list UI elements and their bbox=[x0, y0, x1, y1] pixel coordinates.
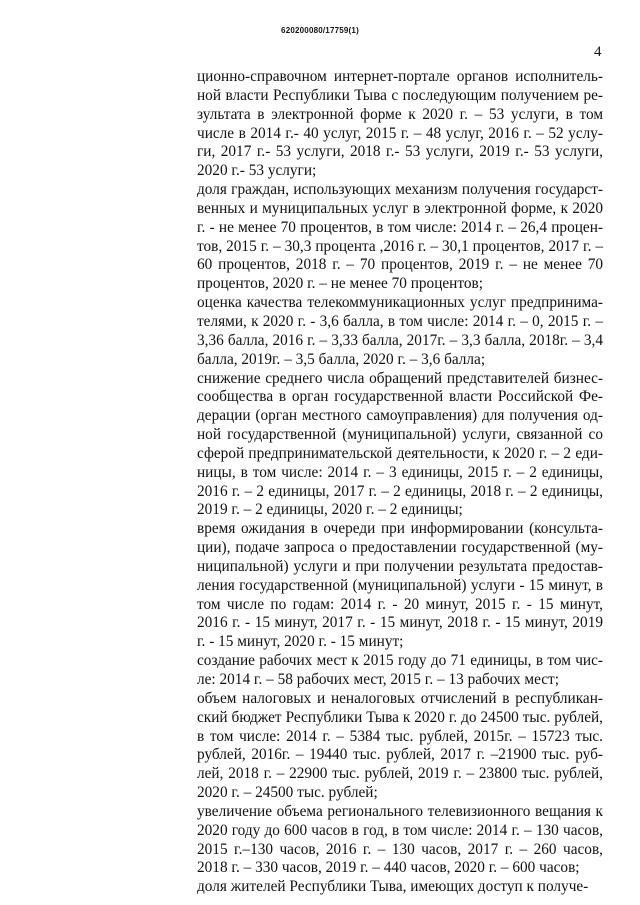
paragraph-citizens-share: доля граждан, использующих механизм получения государст-венных и муниципальных услуг в электронной форме, к 2020 г. - не менее 70 процентов, в том числе: 2014 г. – 26,4 процен-тов, 2015 г. – 30,3 процента ,2016 г. – 30,1 процентов, 2017 г. – 60 процентов, 2018 г. – 70 процентов, 2019 г. – не менее 70 процентов, 2020 г. – не менее 70 процентов; bbox=[197, 181, 603, 293]
paragraph-tax-revenue: объем налоговых и неналоговых отчислений в республикан-ский бюджет Республики Тыва к 2020 г. до 24500 тыс. рублей, в том числе: 2014 г. – 5384 тыс. рублей, 2015г. – 15723 тыс. рублей, 2016г. – 19440 тыс. рублей, 2017 г. –21900 тыс. руб-лей, 2018 г. – 22900 тыс. рублей, 2019 г. – 23800 тыс. рублей, 2020 г. – 24500 тыс. рублей; bbox=[197, 689, 603, 802]
paragraph-jobs: создание рабочих мест к 2015 году до 71 единицы, в том чис-ле: 2014 г. – 58 рабочих мест, 2015 г. – 13 рабочих мест; bbox=[197, 652, 603, 688]
paragraph-residents-access: доля жителей Республики Тыва, имеющих доступ к получе- bbox=[197, 878, 589, 896]
body-text bbox=[197, 68, 603, 897]
paragraph-services-online: ционно-справочном интернет-портале органов исполнитель-ной власти Республики Тыва с последующим получением ре-зультата в электронной форме к 2020 г. – 53 услуги, в том числе в 2014 г.- 40 услуг, 2015 г. – 48 услуг, 2016 г. – 52 услу-ги, 2017 г.- 53 услуги, 2018 г.- 53 услуги, 2019 г.- 53 услуги, 2020 г.- 53 услуги; bbox=[197, 68, 603, 180]
paragraph-telecom-quality: оценка качества телекоммуникационных услуг предпринима-телями, к 2020 г. - 3,6 балла, в том числе: 2014 г. – 0, 2015 г. – 3,36 балла, 2016 г. – 3,33 балла, 2017г. – 3,3 балла, 2018г. – 3,4 балла, 2019г. – 3,5 балла, 2020 г. – 3,6 балла; bbox=[197, 294, 603, 368]
document-id: 620200080/17759(1) bbox=[281, 26, 359, 35]
paragraph-business-requests: снижение среднего числа обращений представителей бизнес-сообщества в орган государственной власти Российской Фе-дерации (орган местного самоуправления) для получения од-ной государственной (муниципальной) услуги, связанной со сферой предпринимательской деятельности, к 2020 г. – 2 еди-ницы, в том числе: 2014 г. – 3 единицы, 2015 г. – 2 единицы, 2016 г. – 2 единицы, 2017 г. – 2 единицы, 2018 г. – 2 единицы, 2019 г. – 2 единицы, 2020 г. – 2 единицы; bbox=[197, 369, 603, 519]
paragraph-tv-broadcasting: увеличение объема регионального телевизионного вещания к 2020 году до 600 часов в год, в том числе: 2014 г. – 130 часов, 2015 г.–130 часов, 2016 г. – 130 часов, 2017 г. – 260 часов, 2018 г. – 330 часов, 2019 г. – 440 часов, 2020 г. – 600 часов; bbox=[197, 802, 603, 877]
page-number: 4 bbox=[594, 44, 602, 60]
paragraph-waiting-time: время ожидания в очереди при информировании (консульта-ции), подаче запроса о предоставлении государственной (му-ниципальной) услуги и при получении результата предостав-ления государственной (муниципальной) услуги - 15 минут, в том числе по годам: 2014 г. - 20 минут, 2015 г. - 15 минут, 2016 г. - 15 минут, 2017 г. - 15 минут, 2018 г. - 15 минут, 2019 г. - 15 минут, 2020 г. - 15 минут; bbox=[197, 520, 603, 651]
